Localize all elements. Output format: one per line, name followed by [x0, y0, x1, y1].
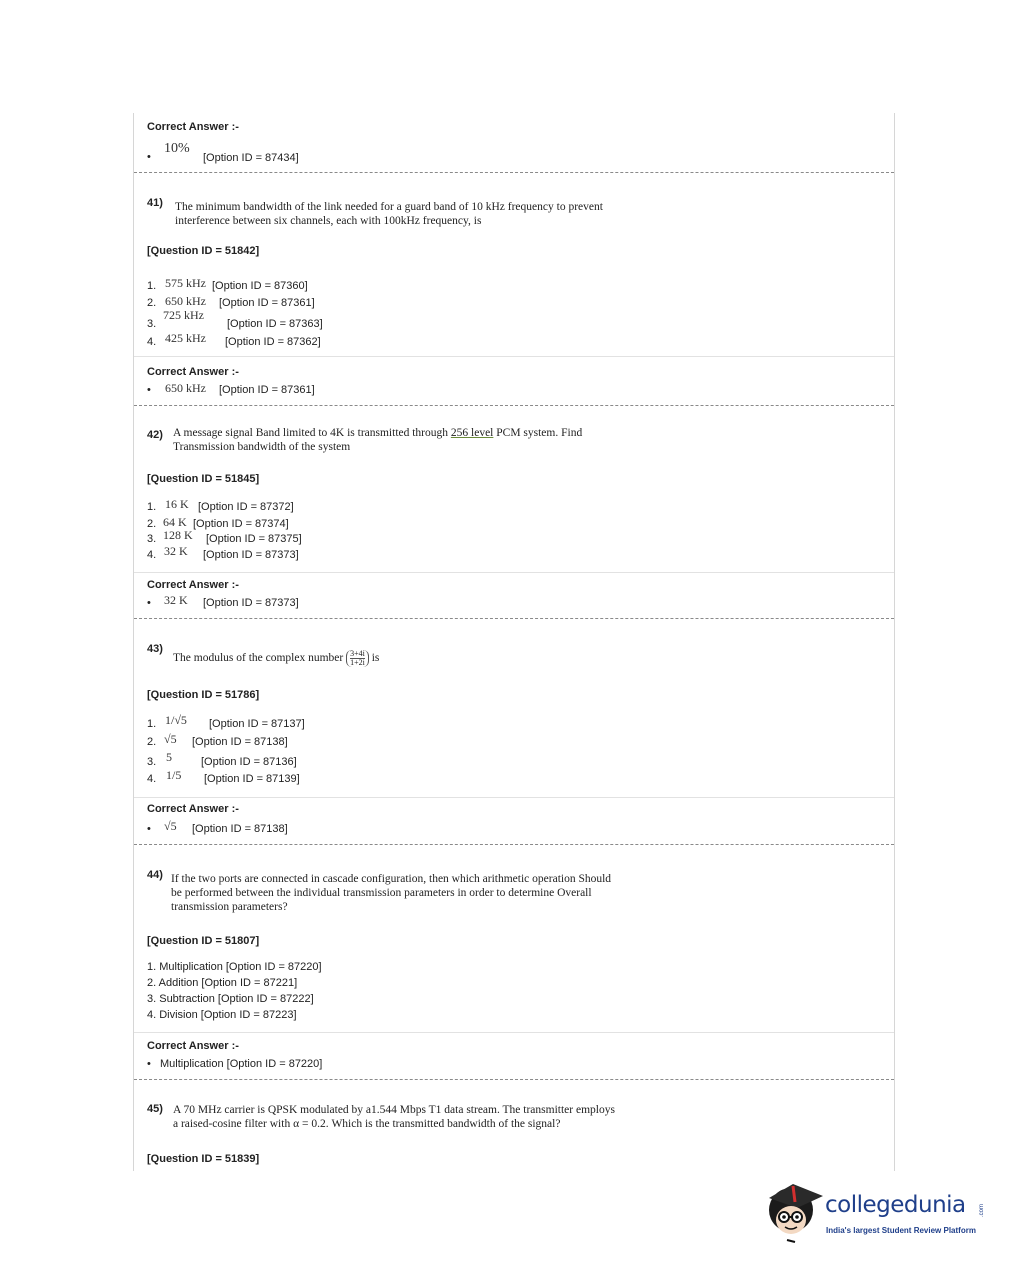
brand-name: collegedunia	[825, 1192, 966, 1218]
answer-value: 32 K	[164, 593, 188, 607]
question-id: [Question ID = 51842]	[147, 245, 260, 257]
question-text-line: interference between six channels, each with 100kHz frequency, is	[175, 215, 482, 227]
option-number: 4.	[147, 549, 157, 561]
answer-value: 10%	[164, 141, 190, 156]
brand-tagline: India's largest Student Review Platform	[826, 1226, 976, 1235]
correct-answer-label: Correct Answer :-	[147, 121, 239, 133]
correct-answer-label: Correct Answer :-	[147, 803, 239, 815]
question-number: 44)	[147, 869, 163, 881]
option-value: 128 K	[163, 528, 193, 542]
separator	[134, 618, 894, 619]
option-value: 1/√5	[165, 713, 187, 727]
option-number: 3.	[147, 318, 157, 330]
correct-answer-label: Correct Answer :-	[147, 1040, 239, 1052]
option-row: 4. Division [Option ID = 87223]	[147, 1009, 297, 1021]
question-text-line: be performed between the individual transmission parameters in order to determine Overall	[171, 887, 592, 899]
bullet: •	[147, 1058, 151, 1070]
question-text-line: Transmission bandwidth of the system	[173, 441, 351, 453]
option-id: [Option ID = 87361]	[219, 384, 315, 396]
question-number: 43)	[147, 643, 163, 655]
bullet: •	[147, 384, 151, 396]
option-number: 4.	[147, 773, 157, 785]
option-value: 575 kHz	[165, 276, 206, 290]
option-row: 1. Multiplication [Option ID = 87220]	[147, 961, 322, 973]
option-id: [Option ID = 87373]	[203, 597, 299, 609]
collegedunia-logo	[765, 1180, 995, 1250]
question-id: [Question ID = 51839]	[147, 1153, 260, 1165]
question-id: [Question ID = 51786]	[147, 689, 260, 701]
question-number: 45)	[147, 1103, 163, 1115]
answer-text: Multiplication [Option ID = 87220]	[160, 1058, 323, 1070]
question-text-line	[173, 650, 379, 667]
question-text-underlined: 256 level	[450, 427, 494, 439]
option-id: [Option ID = 87138]	[192, 823, 288, 835]
option-id: [Option ID = 87137]	[209, 718, 305, 730]
option-row: 3. Subtraction [Option ID = 87222]	[147, 993, 314, 1005]
option-value: 5	[166, 750, 172, 764]
question-text-line	[173, 426, 582, 440]
question-text-line: The minimum bandwidth of the link needed for a guard band of 10 kHz frequency to prevent	[175, 201, 603, 213]
answer-value: √5	[164, 819, 177, 833]
option-number: 2.	[147, 736, 157, 748]
divider	[134, 572, 894, 573]
question-text-line: transmission parameters?	[171, 901, 288, 913]
option-value: 425 kHz	[165, 331, 206, 345]
option-number: 2.	[147, 297, 157, 309]
option-id: [Option ID = 87363]	[227, 318, 323, 330]
divider	[134, 356, 894, 357]
question-text-line: If the two ports are connected in cascade configuration, then which arithmetic operation Should	[171, 873, 612, 885]
option-id: [Option ID = 87375]	[206, 533, 302, 545]
option-value: 1/5	[166, 768, 182, 782]
question-id: [Question ID = 51845]	[147, 473, 260, 485]
option-value: 650 kHz	[165, 294, 206, 308]
option-value: 32 K	[164, 544, 188, 558]
separator	[134, 1079, 894, 1080]
option-value: 725 kHz	[163, 308, 204, 322]
bullet: •	[147, 823, 151, 835]
option-number: 3.	[147, 756, 157, 768]
option-number: 2.	[147, 518, 157, 530]
divider	[134, 797, 894, 798]
bullet: •	[147, 597, 151, 609]
option-id: [Option ID = 87139]	[204, 773, 300, 785]
option-number: 3.	[147, 533, 157, 545]
question-number: 42)	[147, 429, 163, 441]
option-id: [Option ID = 87434]	[203, 152, 299, 164]
option-value: 16 K	[165, 497, 189, 511]
mascot-icon	[765, 1180, 827, 1246]
brand-suffix: .com	[979, 1204, 985, 1218]
option-id: [Option ID = 87136]	[201, 756, 297, 768]
option-id: [Option ID = 87373]	[203, 549, 299, 561]
separator	[134, 405, 894, 406]
option-number: 4.	[147, 336, 157, 348]
complex-fraction	[346, 650, 369, 667]
question-sheet	[133, 113, 895, 1171]
option-id: [Option ID = 87361]	[219, 297, 315, 309]
answer-value: 650 kHz	[165, 381, 206, 395]
option-number: 1.	[147, 501, 157, 513]
separator	[134, 844, 894, 845]
question-text-line: a raised-cosine filter with α = 0.2. Which is the transmitted bandwidth of the signal?	[173, 1118, 561, 1130]
question-text-part: PCM system. Find	[493, 427, 583, 439]
option-number: 1.	[147, 280, 157, 292]
bullet: •	[147, 151, 151, 163]
option-number: 1.	[147, 718, 157, 730]
option-value: √5	[164, 732, 177, 746]
question-number: 41)	[147, 197, 163, 209]
separator	[134, 172, 894, 173]
question-text-line: A 70 MHz carrier is QPSK modulated by a1.544 Mbps T1 data stream. The transmitter employs	[173, 1104, 615, 1116]
option-id: [Option ID = 87362]	[225, 336, 321, 348]
question-id: [Question ID = 51807]	[147, 935, 260, 947]
option-id: [Option ID = 87138]	[192, 736, 288, 748]
question-text-part: The modulus of the complex number	[173, 652, 347, 665]
fraction-numerator: 3+4i	[350, 649, 365, 658]
question-text-part: is	[368, 652, 380, 665]
correct-answer-label: Correct Answer :-	[147, 579, 239, 591]
correct-answer-label: Correct Answer :-	[147, 366, 239, 378]
option-id: [Option ID = 87374]	[193, 518, 289, 530]
option-id: [Option ID = 87372]	[198, 501, 294, 513]
option-row: 2. Addition [Option ID = 87221]	[147, 977, 298, 989]
question-text-part: A message signal Band limited to 4K is transmitted through	[173, 427, 451, 439]
option-value: 64 K	[163, 515, 187, 529]
fraction-denominator: 1+2i	[350, 658, 365, 667]
option-id: [Option ID = 87360]	[212, 280, 308, 292]
divider	[134, 1032, 894, 1033]
